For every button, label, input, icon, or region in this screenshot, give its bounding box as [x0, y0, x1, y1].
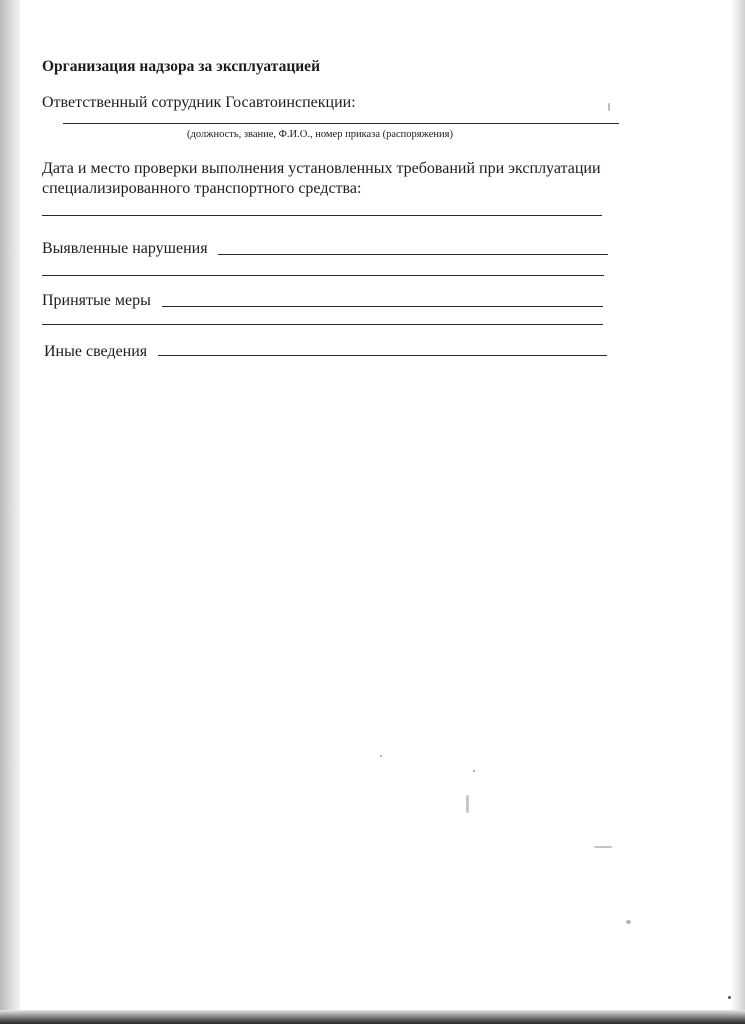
inspection-line: [42, 215, 602, 216]
other-info-line: [158, 355, 607, 356]
violations-line-1: [218, 254, 608, 255]
scan-speck: [466, 795, 469, 813]
violations-label: Выявленные нарушения: [42, 240, 208, 257]
measures-label: Принятые меры: [42, 292, 151, 309]
scan-speck: [473, 770, 475, 772]
scan-speck: [594, 846, 612, 848]
inspection-label-line1: Дата и место проверки выполнения установленных требований при эксплуатации: [42, 160, 601, 177]
scan-bottom-edge: [0, 1010, 745, 1024]
scan-speck: [626, 920, 631, 924]
responsible-officer-line: [63, 123, 619, 124]
scan-speck: [608, 103, 610, 111]
scan-speck: [380, 755, 382, 757]
responsible-officer-caption: (должность, звание, Ф.И.О., номер приказа (распоряжения): [187, 129, 453, 140]
other-info-label: Иные сведения: [44, 343, 148, 360]
measures-line-1: [162, 306, 603, 307]
violations-line-2: [42, 275, 604, 276]
scan-speck: [728, 996, 731, 999]
scan-left-shadow: [0, 0, 20, 1010]
responsible-officer-label: Ответственный сотрудник Госавтоинспекции:: [42, 94, 356, 111]
section-title: Организация надзора за эксплуатацией: [42, 58, 320, 75]
measures-line-2: [42, 324, 603, 325]
inspection-label-line2: специализированного транспортного средства:: [42, 180, 362, 197]
scan-right-shadow: [731, 0, 745, 1024]
